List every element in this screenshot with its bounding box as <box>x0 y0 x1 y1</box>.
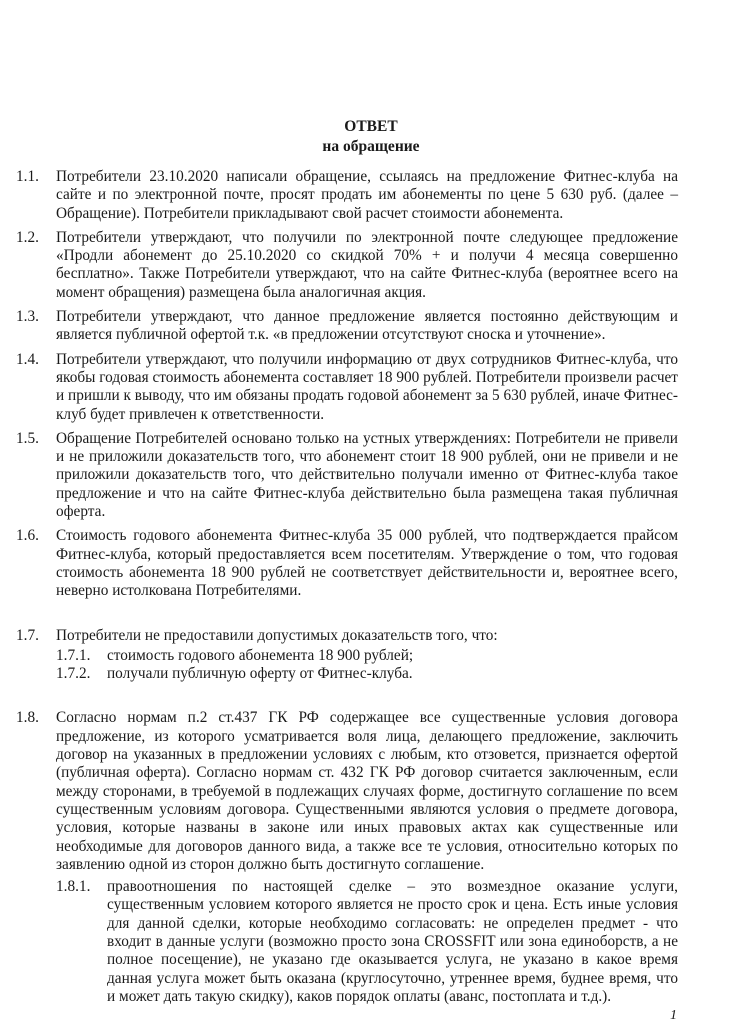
document-body <box>16 168 678 1006</box>
item-number: 1.5. <box>16 429 39 447</box>
item-number: 1.7.1. <box>56 646 91 664</box>
item-text: Обращение Потребителей основано только на устных утверждениях: Потребители не привели и не приложили доказательств того, что абонемент стоит 18 900 рублей, они не привели и не приложили доказательств того, что действительно получали именно от Фитнес-клуба такое предложение и что на сайте Фитнес-клуба действительно была размещена такая публичная оферта. <box>56 429 678 521</box>
list-item <box>16 627 678 645</box>
item-number: 1.2. <box>16 228 39 246</box>
sub-list-item <box>56 878 678 1006</box>
item-number: 1.8.1. <box>56 878 91 896</box>
item-text: Стоимость годового абонемента Фитнес-клуба 35 000 рублей, что подтверждается прайсом Фитнес-клуба, который предоставляется всем посетителям. Утверждение о том, что годовая стоимость абонемента 18 900 рублей не соответствует действительности и, вероятнее всего, неверно истолкована Потребителями. <box>56 527 678 600</box>
item-number: 1.4. <box>16 350 39 368</box>
item-text: правоотношения по настоящей сделке – это возмездное оказание услуги, существенным условием которого является не просто срок и цена. Есть иные условия для данной сделки, которые необходимо согласовать: не определен предмет - что входит в данные услуги (возможно просто зона CROSSFIT или зона единоборств, а не полное посещение), не указано где оказывается услуга, не указано в какое время данная услуга может быть оказана (круглосуточно, утреннее время, буднее время, что и может дать такую скидку), каков порядок оплаты (аванс, постоплата и т.д.). <box>107 878 678 1005</box>
item-text: Согласно нормам п.2 ст.437 ГК РФ содержащее все существенные условия договора предложение, из которого усматривается воля лица, делающего предложение, заключить договор на указанных в предложении условиях с любым, кто отзовется, признается офертой (публичная оферта). Согласно нормам ст. 432 ГК РФ договор считается заключенным, если между сторонами, в требуемой в подлежащих случаях форме, достигнуто соглашение по всем существенным условиям договора. Существенными являются условия о предмете договора, условия, которые названы в законе или иных правовых актах как существенные или необходимые для договоров данного вида, а также все те условия, относительно которых по заявлению одной из сторон должно быть достигнуто соглашение. <box>56 709 678 873</box>
item-text: Потребители 23.10.2020 написали обращение, ссылаясь на предложение Фитнес-клуба на сайте и по электронной почте, просят продать им абонементы по цене 5 630 руб. (далее – Обращение). Потребители прикладывают свой расчет стоимости абонемента. <box>56 168 678 222</box>
document-title: ОТВЕТ <box>344 118 398 135</box>
list-item <box>16 709 678 874</box>
list-item <box>16 527 678 600</box>
list-item <box>16 168 678 223</box>
item-text: Потребители утверждают, что получили по электронной почте следующее предложение «Продли абонемент до 25.10.2020 со скидкой 70% + и получи 4 месяца совершенно бесплатно». Также Потребители утверждают, что на сайте Фитнес-клуба (вероятнее всего на момент обращения) размещена была аналогичная акция. <box>56 228 678 301</box>
list-item <box>16 351 678 424</box>
item-text: получали публичную оферту от Фитнес-клуба. <box>107 665 413 683</box>
item-number: 1.8. <box>16 709 39 727</box>
page-number: 1 <box>670 1008 677 1023</box>
item-number: 1.3. <box>16 308 39 326</box>
item-text: Потребители не предоставили допустимых доказательств того, что: <box>56 626 498 644</box>
list-item <box>16 229 678 302</box>
list-item <box>16 308 678 345</box>
item-text: Потребители утверждают, что данное предложение является постоянно действующим и является публичной офертой т.к. «в предложении отсутствуют сноска и уточнение». <box>56 308 678 344</box>
item-number: 1.1. <box>16 168 39 185</box>
item-number: 1.7. <box>16 626 39 644</box>
list-item <box>16 430 678 521</box>
sub-list-item <box>56 665 678 683</box>
document-subtitle: на обращение <box>322 138 420 155</box>
sub-list-item <box>56 647 678 665</box>
item-text: стоимость годового абонемента 18 900 рублей; <box>107 646 414 664</box>
item-number: 1.6. <box>16 527 39 545</box>
item-number: 1.7.2. <box>56 665 91 683</box>
item-text: Потребители утверждают, что получили информацию от двух сотрудников Фитнес-клуба, что якобы годовая стоимость абонемента составляет 18 900 рублей. Потребители произвели расчет и пришли к выводу, что им обязаны продать годовой абонемент за 5 630 рублей, иначе Фитнес-клуб будет привлечен к ответственности. <box>56 350 678 423</box>
